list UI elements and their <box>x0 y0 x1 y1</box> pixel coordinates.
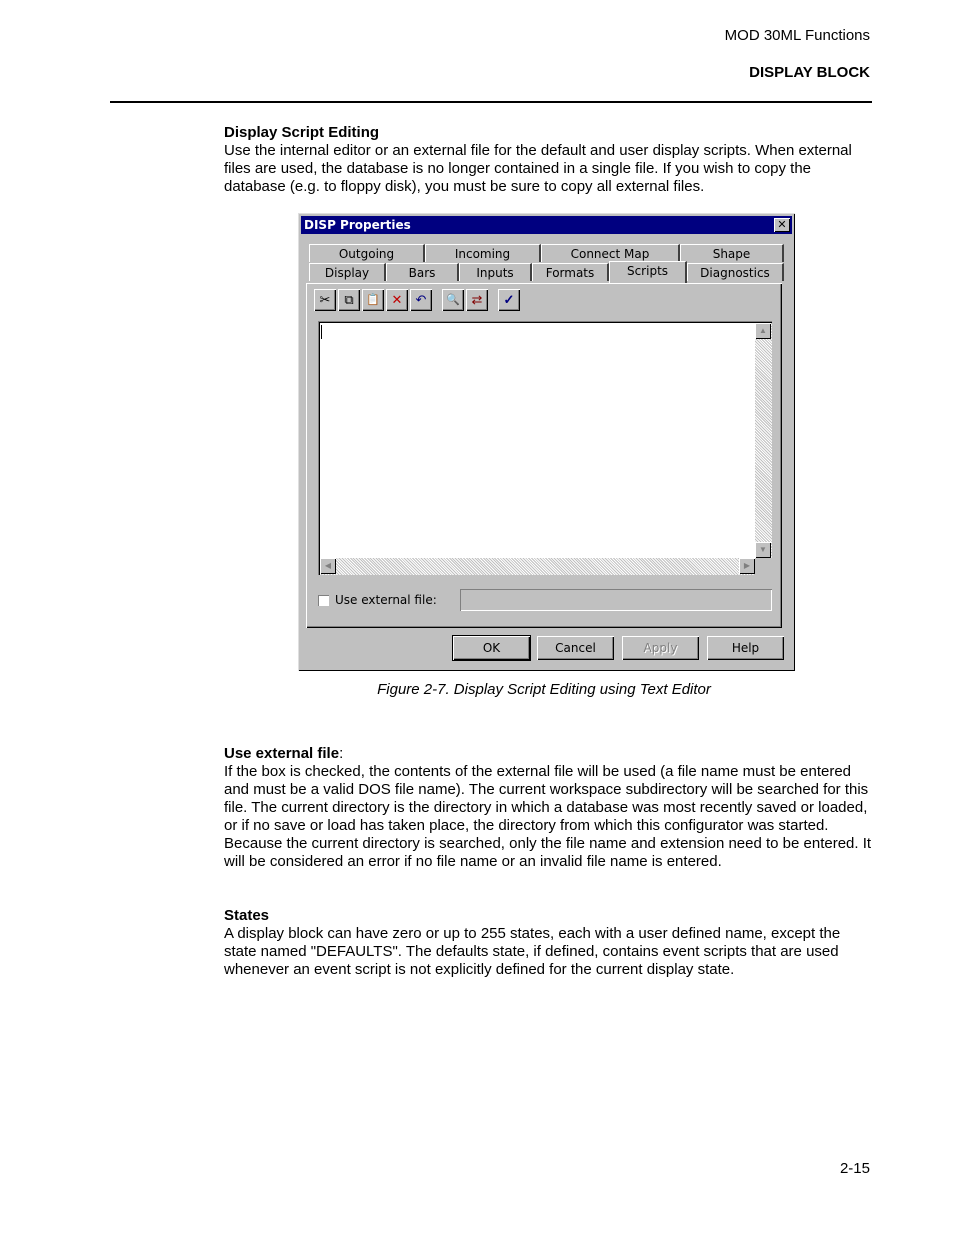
scroll-down-arrow-icon[interactable]: ▼ <box>755 542 771 558</box>
script-editor[interactable] <box>318 321 772 575</box>
header-rule <box>110 101 872 103</box>
scroll-left-arrow-icon[interactable]: ◀ <box>320 558 336 574</box>
external-file-input[interactable] <box>460 589 772 611</box>
find-icon[interactable]: 🔍 <box>442 289 464 311</box>
tab-inputs[interactable]: Inputs <box>459 263 532 281</box>
paste-icon[interactable]: 📋 <box>362 289 384 311</box>
vertical-scrollbar[interactable] <box>755 323 772 558</box>
help-button[interactable]: Help <box>707 636 784 660</box>
horizontal-scrollbar[interactable] <box>320 558 755 575</box>
cancel-button[interactable]: Cancel <box>537 636 614 660</box>
tab-formats[interactable]: Formats <box>532 263 609 281</box>
scripts-panel <box>306 283 782 628</box>
tab-display[interactable]: Display <box>309 263 386 281</box>
tab-scripts[interactable]: Scripts <box>609 261 687 283</box>
page-number: 2-15 <box>839 1160 870 1177</box>
dialog-title-bar <box>301 216 792 234</box>
apply-button[interactable]: Apply <box>622 636 699 660</box>
copy-icon[interactable]: ⧉ <box>338 289 360 311</box>
check-syntax-icon[interactable]: ✓ <box>498 289 520 311</box>
tab-outgoing[interactable]: Outgoing <box>309 244 425 262</box>
intro-body: Use the internal editor or an external file for the default and user display scripts. When external files are used, the database is no longer contained in a single file. If you wish to copy the database (e.g. to floppy disk), you must be sure to copy all external files. <box>224 142 852 195</box>
tab-connect-map[interactable]: Connect Map <box>541 244 680 262</box>
states-section <box>224 907 874 979</box>
cut-icon[interactable]: ✂ <box>314 289 336 311</box>
disp-properties-dialog <box>298 213 795 671</box>
use-external-colon: : <box>339 745 344 762</box>
scrollbar-corner <box>755 558 772 575</box>
use-external-section <box>224 745 874 871</box>
tab-bars[interactable]: Bars <box>386 263 459 281</box>
use-external-body: If the box is checked, the contents of the external file will be used (a file name must be entered and must be a valid DOS file name). The current workspace subdirectory will be searched for this file. The current directory is the directory in which a database was most recently saved or loaded, or if no save or load has taken place, the directory from which this configurator was started. Because the current directory is searched, only the file name and extension need to be entered. It will be considered an error if no file name or an invalid file name is entered. <box>224 763 872 870</box>
tab-shape[interactable]: Shape <box>680 244 784 262</box>
undo-icon[interactable]: ↶ <box>410 289 432 311</box>
tab-incoming[interactable]: Incoming <box>425 244 541 262</box>
states-heading: States <box>224 907 270 924</box>
use-external-file-checkbox[interactable] <box>318 595 329 606</box>
intro-section <box>224 124 874 196</box>
delete-icon[interactable]: ✕ <box>386 289 408 311</box>
close-icon[interactable]: ✕ <box>774 218 790 232</box>
intro-heading: Display Script Editing <box>224 124 380 141</box>
text-caret <box>321 325 322 339</box>
use-external-heading: Use external file <box>224 745 340 762</box>
figure-caption: Figure 2-7. Display Script Editing using Text Editor <box>377 681 711 698</box>
ok-button[interactable]: OK <box>453 636 530 660</box>
states-body: A display block can have zero or up to 255 states, each with a user defined name, except the state named "DEFAULTS". The defaults state, if defined, contains event scripts that are used whenever an event script is not explicitly defined for the current display state. <box>224 925 841 978</box>
scroll-right-arrow-icon[interactable]: ▶ <box>739 558 755 574</box>
tab-diagnostics[interactable]: Diagnostics <box>687 263 784 281</box>
replace-icon[interactable]: ⇄ <box>466 289 488 311</box>
header-title: MOD 30ML Functions <box>724 27 870 44</box>
use-external-file-label: Use external file: <box>335 593 437 607</box>
dialog-title: DISP Properties <box>304 218 411 232</box>
use-external-file-row <box>318 593 437 607</box>
scroll-up-arrow-icon[interactable]: ▲ <box>755 323 771 339</box>
header-section: DISPLAY BLOCK <box>749 64 870 81</box>
